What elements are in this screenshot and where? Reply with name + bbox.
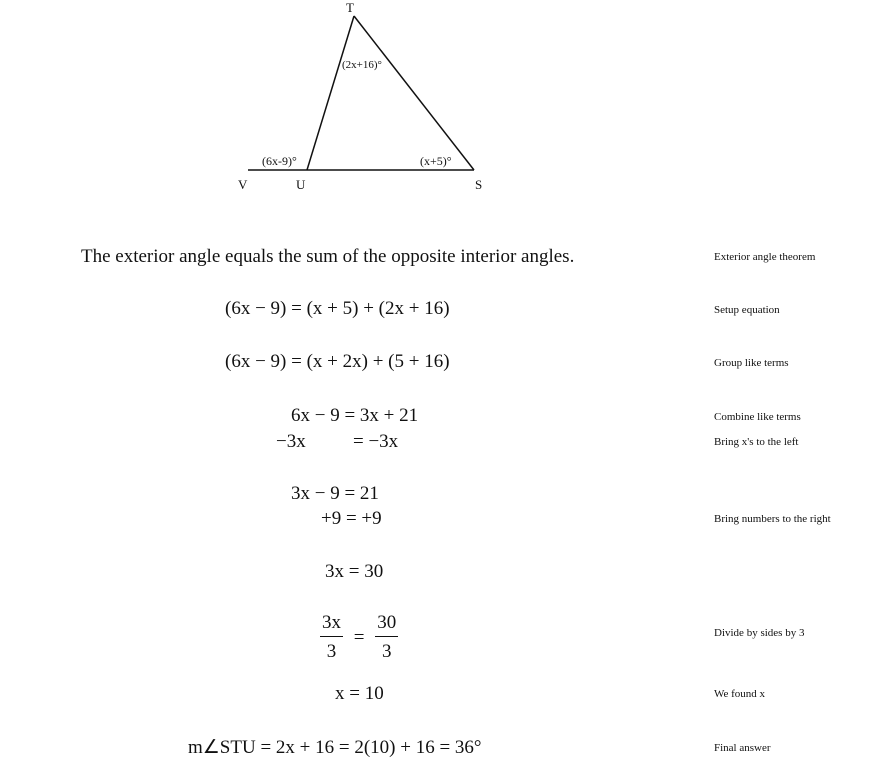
note-group: Group like terms [714, 357, 789, 369]
step-add-nine: +9 = +9 [321, 508, 382, 529]
note-combine: Combine like terms [714, 411, 801, 423]
step-three-x: 3x = 30 [325, 561, 384, 582]
side-ut [307, 16, 354, 170]
fraction-right-numerator: 30 [375, 612, 398, 637]
fraction-left [320, 612, 343, 663]
angle-label-right: (x+5)° [420, 154, 452, 168]
step-x-result: x = 10 [335, 683, 384, 704]
step-divide [320, 612, 398, 663]
side-ts [354, 16, 474, 170]
vertex-label-s: S [475, 177, 483, 192]
angle-label-top: (2x+16)° [342, 59, 382, 71]
note-divide: Divide by sides by 3 [714, 627, 805, 639]
note-setup: Setup equation [714, 304, 780, 316]
vertex-label-v: V [238, 177, 248, 192]
vertex-label-t: T [346, 0, 354, 15]
angle-label-exterior: (6x-9)° [262, 154, 297, 168]
step-combine: 6x − 9 = 3x + 21 [291, 405, 419, 426]
fraction-left-numerator: 3x [320, 612, 343, 637]
fraction-right [375, 612, 398, 663]
note-found: We found x [714, 688, 766, 700]
note-bring-numbers: Bring numbers to the right [714, 513, 831, 525]
theorem-statement: The exterior angle equals the sum of the opposite interior angles. [81, 246, 575, 267]
step-simplified: 3x − 9 = 21 [291, 483, 379, 504]
step-group: (6x − 9) = (x + 2x) + (5 + 16) [225, 351, 450, 372]
vertex-label-u: U [296, 177, 306, 192]
note-theorem: Exterior angle theorem [714, 251, 816, 263]
fraction-equals: = [353, 626, 365, 648]
triangle-figure [0, 0, 890, 200]
step-setup: (6x − 9) = (x + 5) + (2x + 16) [225, 298, 450, 319]
step-subtract-right: = −3x [353, 431, 399, 452]
step-final: m∠STU = 2x + 16 = 2(10) + 16 = 36° [188, 737, 482, 758]
note-final: Final answer [714, 742, 771, 754]
step-subtract-left: −3x [276, 431, 306, 452]
note-bring-x: Bring x's to the left [714, 436, 799, 448]
fraction-right-denominator: 3 [381, 641, 392, 662]
fraction-left-denominator: 3 [326, 641, 337, 662]
